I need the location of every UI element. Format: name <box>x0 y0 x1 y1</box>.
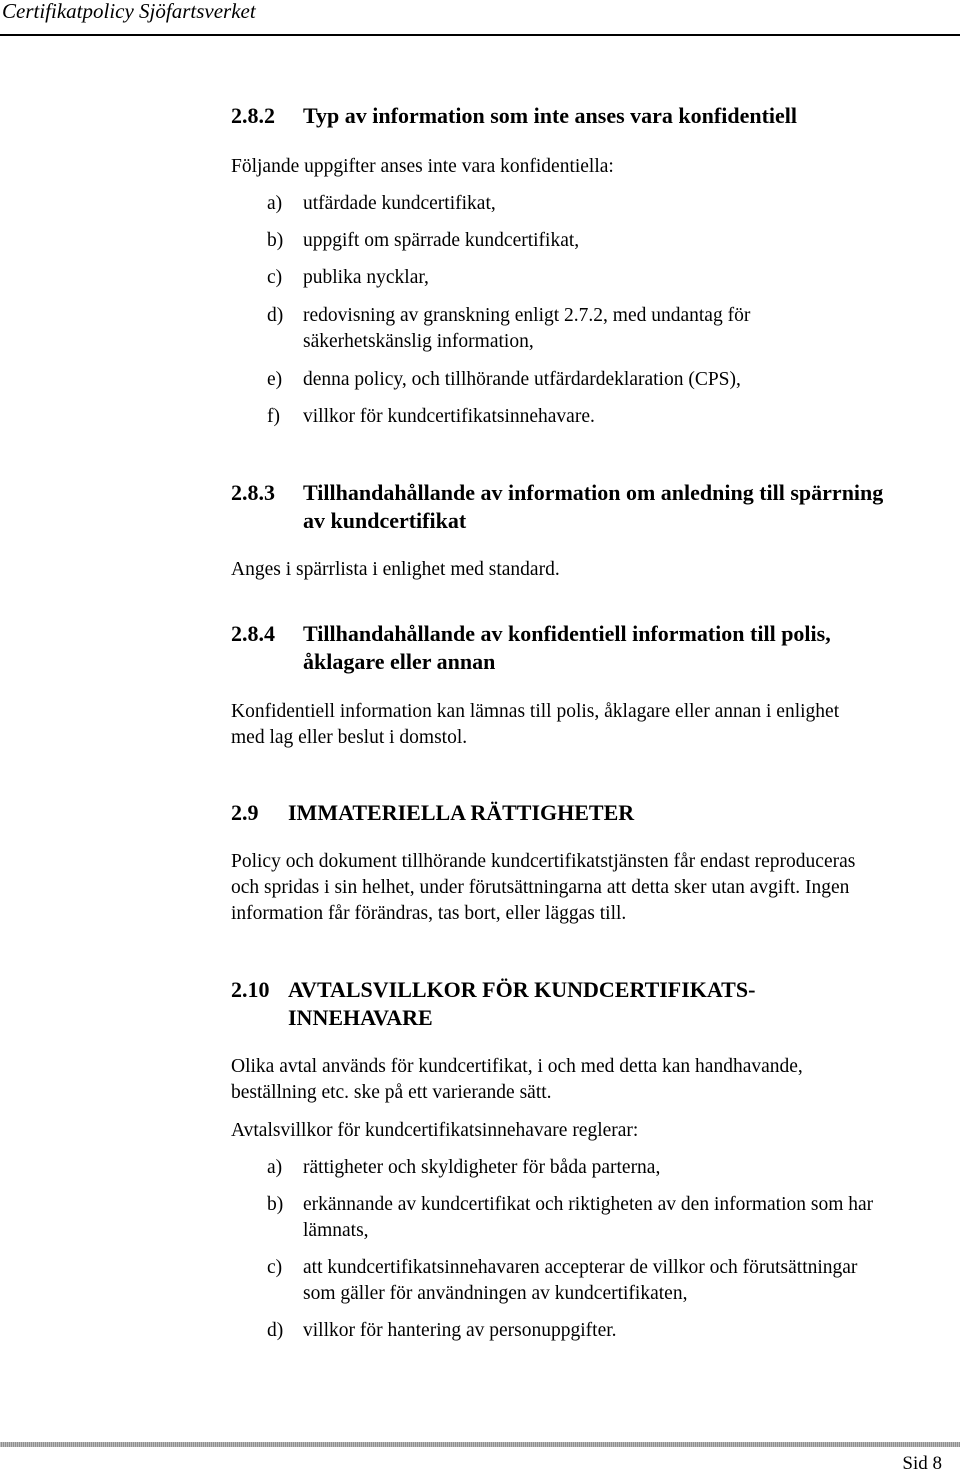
list-label-d: d) <box>267 305 284 326</box>
section-body-2-9-line3: information får förändras, tas bort, eller läggas till. <box>231 903 627 924</box>
list-item-e: denna policy, och tillhörande utfärdardeklaration (CPS), <box>303 369 741 390</box>
list-item-2-10-c-line1: att kundcertifikatsinnehavaren accepterar de villkor och förutsättningar <box>303 1257 858 1278</box>
footer-divider <box>0 1442 960 1447</box>
list-item-2-10-c-line2: som gäller för användningen av kundcertifikaten, <box>303 1283 688 1304</box>
section-body-2-8-3: Anges i spärrlista i enlighet med standard. <box>231 559 560 580</box>
list-item-2-10-b-line2: lämnats, <box>303 1220 369 1241</box>
section-title-2-8-4-line2: åklagare eller annan <box>303 649 496 674</box>
list-label-2-10-a: a) <box>267 1157 283 1178</box>
section-title-2-10-line1: AVTALSVILLKOR FÖR KUNDCERTIFIKATS- <box>288 977 756 1002</box>
section-number-2-9: 2.9 <box>231 800 259 825</box>
section-number-2-8-2: 2.8.2 <box>231 103 275 128</box>
list-item-f: villkor för kundcertifikatsinnehavare. <box>303 406 595 427</box>
list-item-2-10-b-line1: erkännande av kundcertifikat och riktigheten av den information som har <box>303 1194 874 1215</box>
list-item-d-line1: redovisning av granskning enligt 2.7.2, med undantag för <box>303 305 751 326</box>
list-label-2-10-c: c) <box>267 1257 283 1278</box>
list-label-e: e) <box>267 369 283 390</box>
document-title: Certifikatpolicy Sjöfartsverket <box>2 0 256 23</box>
list-item-a: utfärdade kundcertifikat, <box>303 193 496 214</box>
section-body-2-10-line1: Olika avtal används för kundcertifikat, i och med detta kan handhavande, <box>231 1056 803 1077</box>
list-label-a: a) <box>267 193 283 214</box>
list-item-2-10-a: rättigheter och skyldigheter för båda parterna, <box>303 1157 661 1178</box>
section-number-2-8-4: 2.8.4 <box>231 621 275 646</box>
section-body-2-10-line2: beställning etc. ske på ett varierande sätt. <box>231 1082 552 1103</box>
page-number: Sid 8 <box>902 1453 942 1474</box>
list-item-c: publika nycklar, <box>303 267 429 288</box>
section-intro-2-10: Avtalsvillkor för kundcertifikatsinnehavare reglerar: <box>231 1120 639 1141</box>
section-body-2-8-4-line1: Konfidentiell information kan lämnas till polis, åklagare eller annan i enlighet <box>231 701 840 722</box>
section-title-2-9: IMMATERIELLA RÄTTIGHETER <box>288 800 635 825</box>
list-item-2-10-d: villkor för hantering av personuppgifter. <box>303 1320 617 1341</box>
list-label-c: c) <box>267 267 283 288</box>
section-body-2-9-line1: Policy och dokument tillhörande kundcertifikatstjänsten får endast reproduceras <box>231 851 856 872</box>
section-body-2-9-line2: och spridas i sin helhet, under förutsättningarna att detta sker utan avgift. Ingen <box>231 877 850 898</box>
section-title-2-10-line2: INNEHAVARE <box>288 1005 433 1030</box>
section-intro-2-8-2: Följande uppgifter anses inte vara konfidentiella: <box>231 156 614 177</box>
list-label-2-10-d: d) <box>267 1320 284 1341</box>
list-item-b: uppgift om spärrade kundcertifikat, <box>303 230 580 251</box>
list-label-2-10-b: b) <box>267 1194 284 1215</box>
section-body-2-8-4-line2: med lag eller beslut i domstol. <box>231 727 468 748</box>
list-item-d-line2: säkerhetskänslig information, <box>303 331 534 352</box>
section-title-2-8-3-line1: Tillhandahållande av information om anledning till spärrning <box>303 480 884 505</box>
section-title-2-8-3-line2: av kundcertifikat <box>303 508 467 533</box>
list-label-b: b) <box>267 230 284 251</box>
section-number-2-8-3: 2.8.3 <box>231 480 275 505</box>
list-label-f: f) <box>267 406 280 427</box>
section-number-2-10: 2.10 <box>231 977 270 1002</box>
section-title-2-8-2: Typ av information som inte anses vara konfidentiell <box>303 103 798 128</box>
section-title-2-8-4-line1: Tillhandahållande av konfidentiell information till polis, <box>303 621 831 646</box>
